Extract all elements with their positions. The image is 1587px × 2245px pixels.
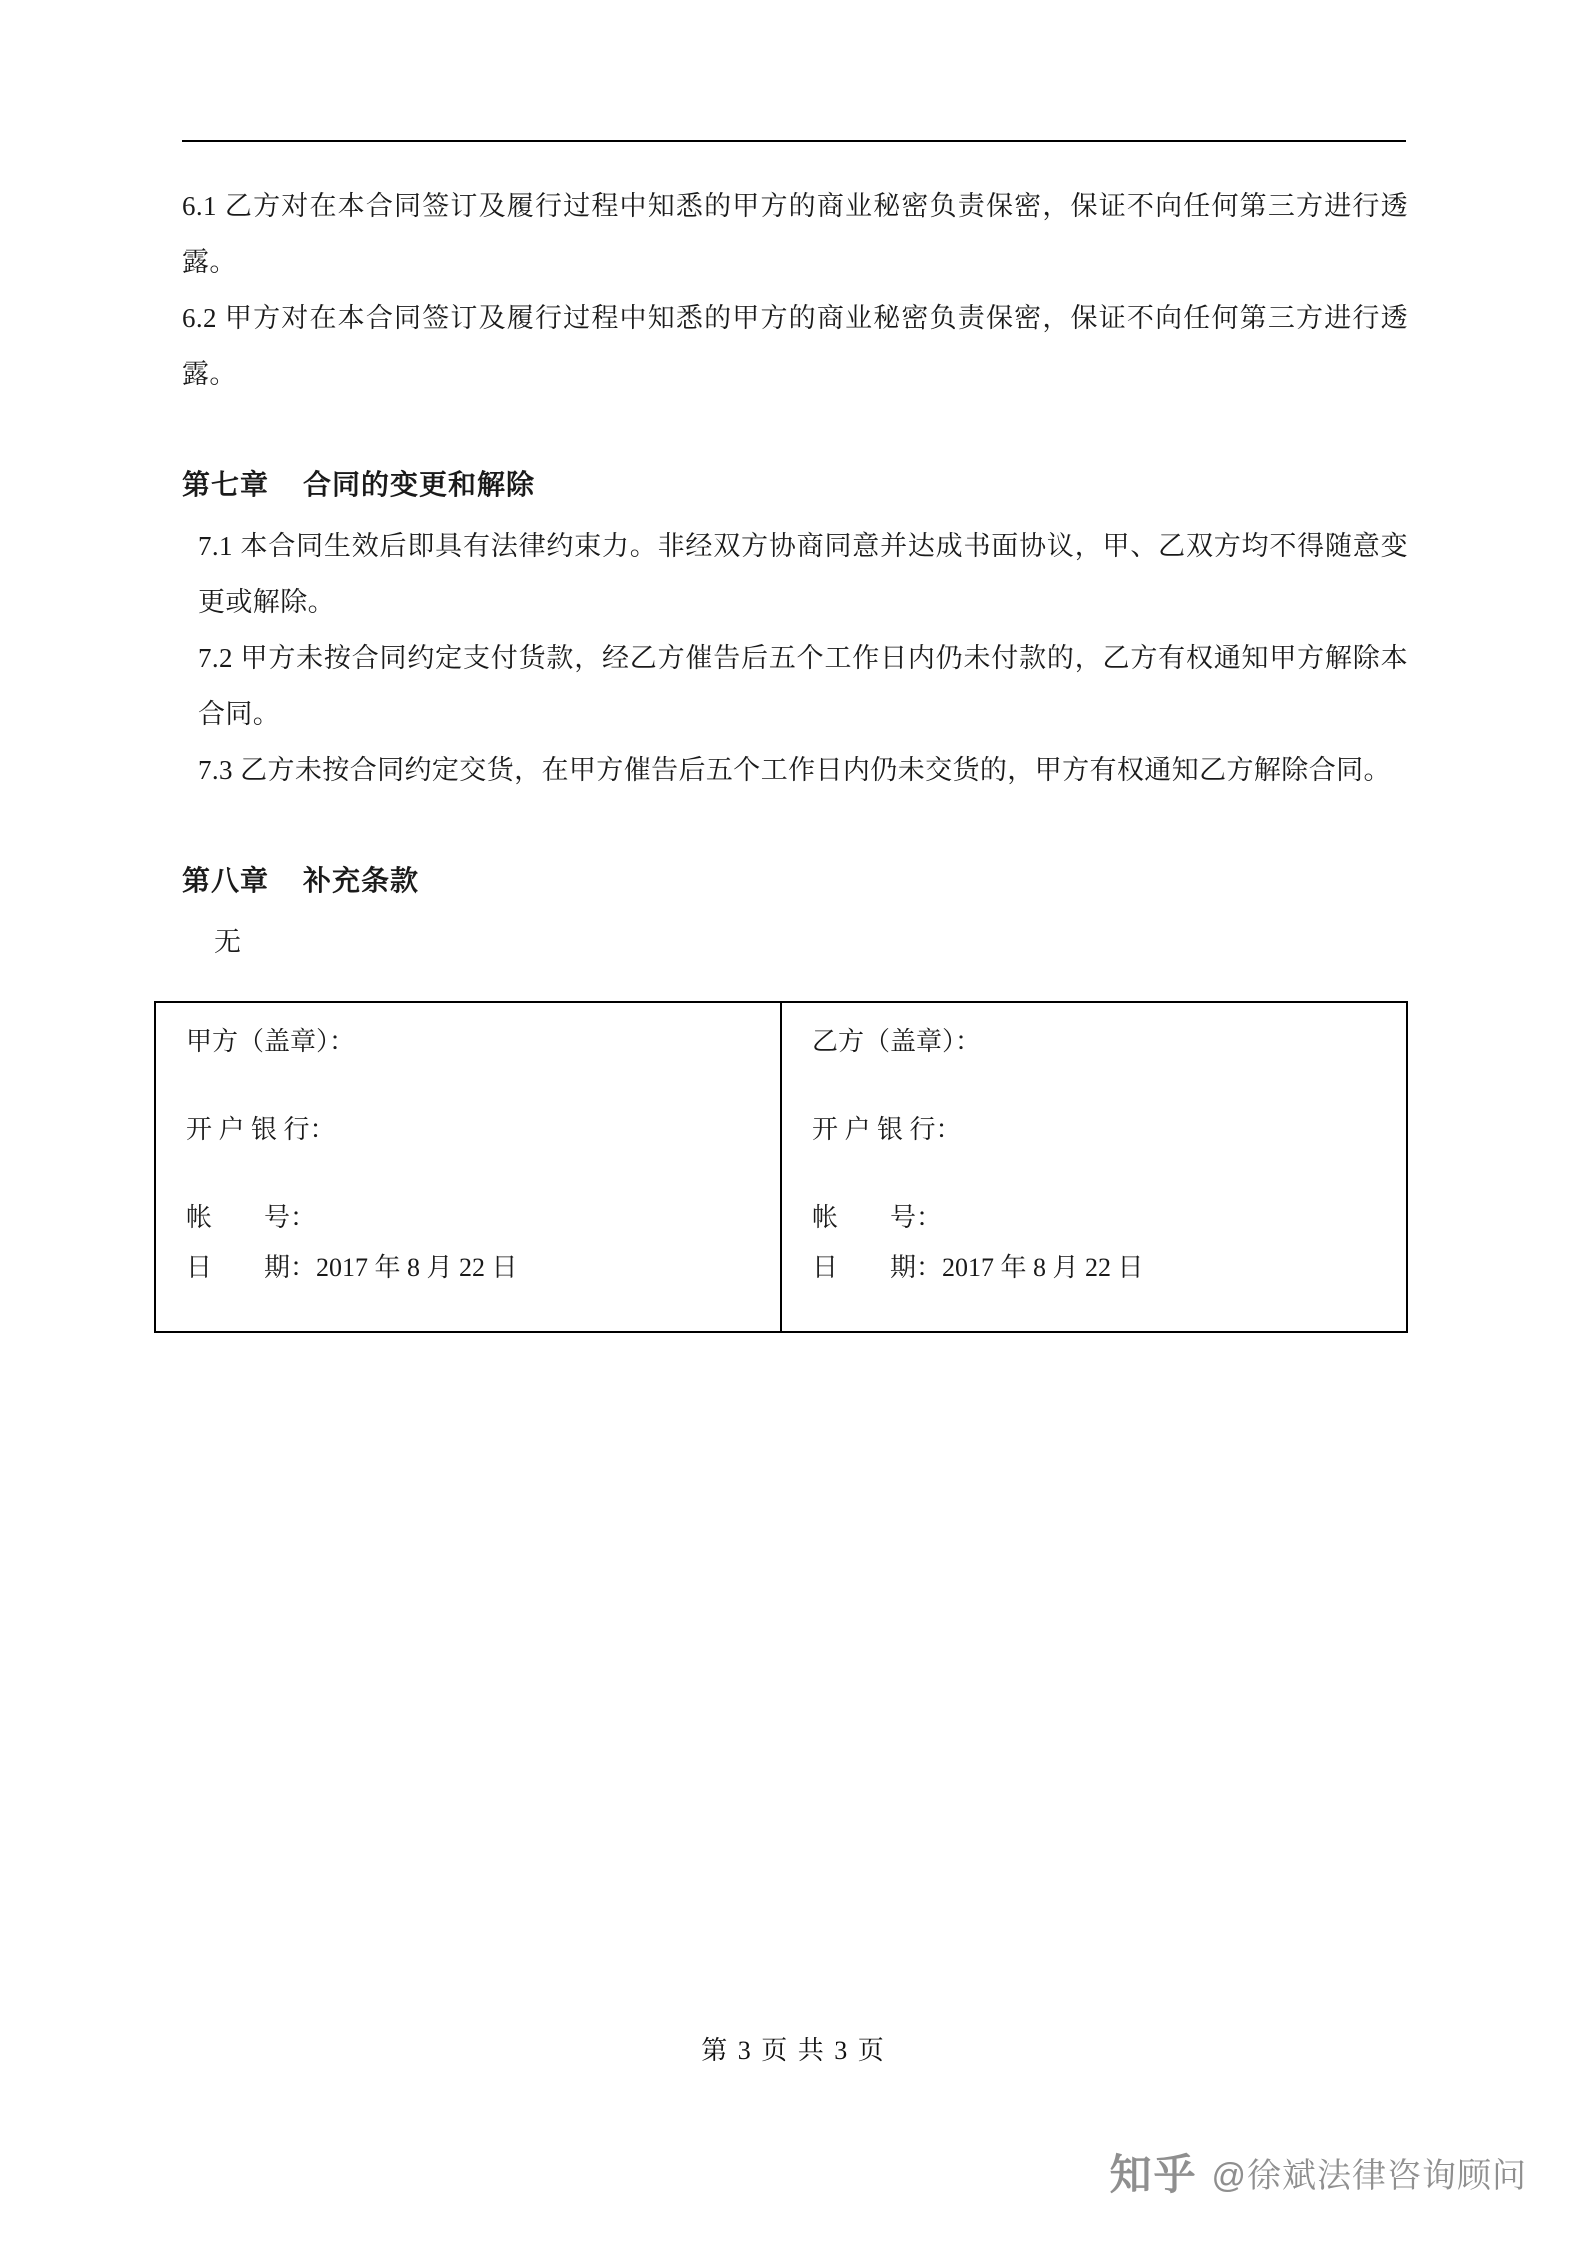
watermark xyxy=(1109,2142,1527,2202)
clause-6-2: 6.2 甲方对在本合同签订及履行过程中知悉的甲方的商业秘密负责保密，保证不向任何第三方进行透露。 xyxy=(182,303,1408,389)
party-b-date-label: 日 期：2017 年 8 月 22 日 xyxy=(812,1253,1144,1282)
party-b-bank-label: 开 户 银 行： xyxy=(812,1115,962,1144)
chapter-7-number: 第七章 xyxy=(182,470,270,501)
chapter-7-title: 合同的变更和解除 xyxy=(303,470,536,501)
party-a-seal-label: 甲方（盖章）： xyxy=(186,1027,356,1056)
party-a-bank-label: 开 户 银 行： xyxy=(186,1115,336,1144)
document-body xyxy=(182,178,1408,970)
party-b-seal-label: 乙方（盖章）： xyxy=(812,1027,982,1056)
clause-7-3: 7.3 乙方未按合同约定交货，在甲方催告后五个工作日内仍未交货的，甲方有权通知乙方解除合同。 xyxy=(198,755,1391,785)
clause-6-1: 6.1 乙方对在本合同签订及履行过程中知悉的甲方的商业秘密负责保密，保证不向任何第三方进行透露。 xyxy=(182,191,1408,277)
chapter-8-heading xyxy=(182,854,1408,910)
page-indicator: 第 3 页 共 3 页 xyxy=(701,2036,886,2065)
zhihu-logo: 知乎 xyxy=(1109,2151,1198,2198)
clause-7-2: 7.2 甲方未按合同约定支付货款，经乙方催告后五个工作日内仍未付款的，乙方有权通知甲方解除本合同。 xyxy=(198,643,1408,729)
chapter-8-title: 补充条款 xyxy=(303,866,420,897)
party-a-account-label: 帐 号： xyxy=(186,1203,317,1232)
zhihu-handle: @徐斌法律咨询顾问 xyxy=(1211,2156,1527,2195)
party-b-cell xyxy=(781,1002,1407,1332)
table-row xyxy=(155,1002,1407,1332)
chapter-8-number: 第八章 xyxy=(182,866,270,897)
chapter-8-body: 无 xyxy=(214,927,241,957)
header-rule xyxy=(182,140,1406,142)
signature-table xyxy=(154,1001,1408,1333)
party-a-date-label: 日 期：2017 年 8 月 22 日 xyxy=(186,1253,518,1282)
party-b-account-label: 帐 号： xyxy=(812,1203,943,1232)
chapter-7-heading xyxy=(182,458,1408,514)
clause-7-1: 7.1 本合同生效后即具有法律约束力。非经双方协商同意并达成书面协议，甲、乙双方均不得随意变更或解除。 xyxy=(198,531,1408,617)
party-a-cell xyxy=(155,1002,781,1332)
